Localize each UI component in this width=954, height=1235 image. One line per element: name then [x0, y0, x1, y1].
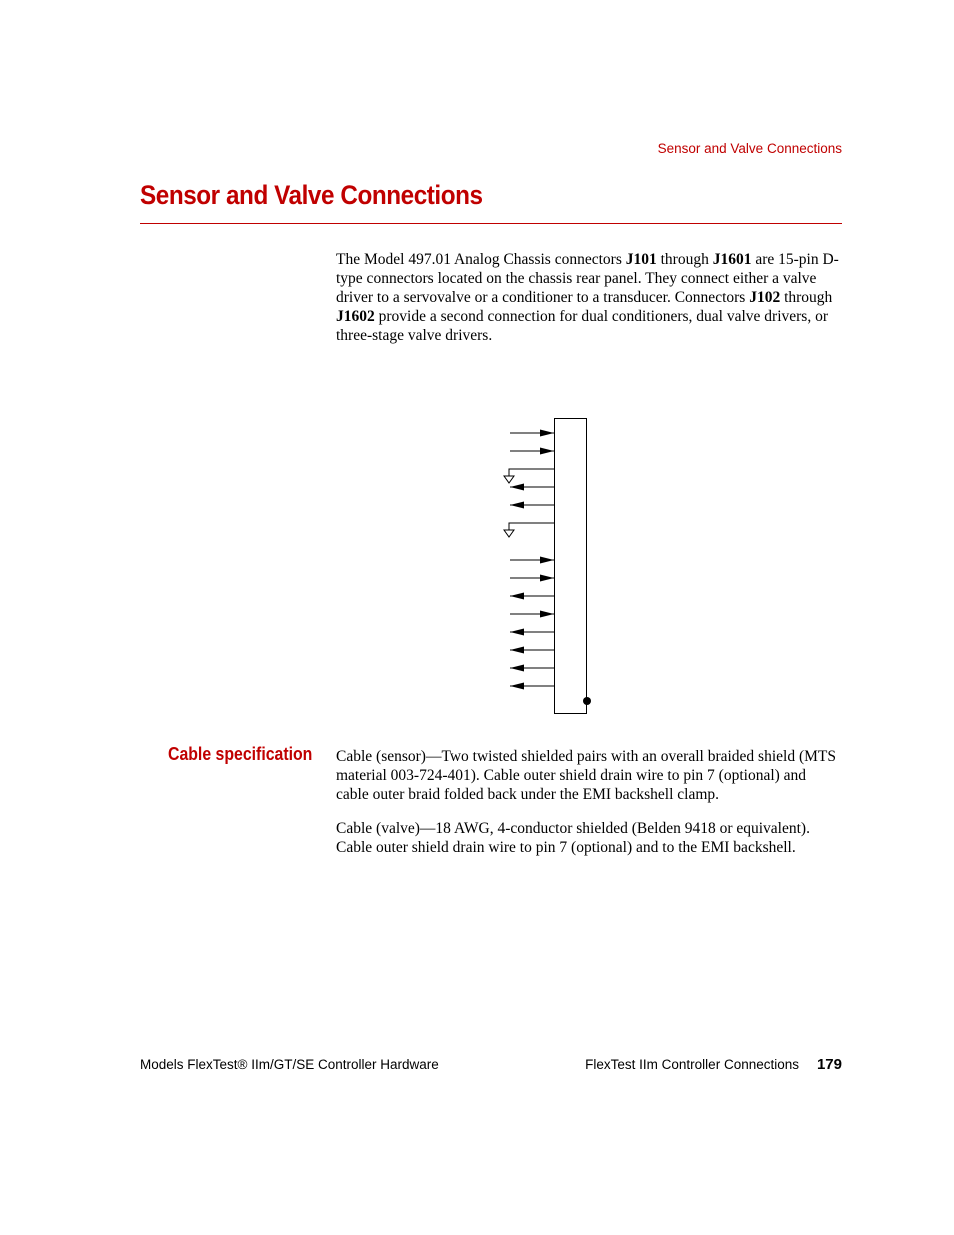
cable-valve-paragraph: Cable (valve)—18 AWG, 4-conductor shielded (Belden 9418 or equivalent). Cable outer shield drain wire to pin 7 (optional) and to the EMI backshell. — [336, 820, 810, 856]
footer-document-title: Models FlexTest® IIm/GT/SE Controller Hardware — [140, 1057, 439, 1072]
connector-j102: J102 — [749, 289, 781, 306]
pin-line-arrow-in — [510, 575, 554, 582]
pin-line-ground — [504, 523, 554, 537]
connector-j101: J101 — [625, 251, 657, 268]
intro-text-1: The Model 497.01 Analog Chassis connectors — [336, 251, 626, 268]
pin-line-arrow-out — [510, 683, 554, 690]
intro-text-3: are 15-pin D-type connectors located on the chassis rear panel. They connect either a valve driver to a servovalve or a conditioner to a transducer. Connectors — [336, 251, 839, 306]
connector-pinout-diagram — [500, 413, 595, 718]
page-number: 179 — [816, 1056, 842, 1073]
cable-sensor-paragraph: Cable (sensor)—Two twisted shielded pairs with an overall braided shield (MTS material 003-724-401). Cable outer shield drain wire to pin 7 (optional) and cable outer braid folded back under the EMI backshell clamp. — [336, 748, 836, 803]
intro-text-5: provide a second connection for dual conditioners, dual valve drivers, or three-stage valve drivers. — [336, 308, 828, 344]
intro-text-2: through — [656, 251, 713, 268]
page-title: Sensor and Valve Connections — [140, 180, 483, 210]
connector-j1602: J1602 — [336, 308, 375, 325]
pin-line-arrow-in — [510, 611, 554, 618]
pin-line-arrow-out — [510, 593, 554, 600]
pin-line-arrow-in — [510, 430, 554, 437]
pin-line-ground — [504, 469, 554, 483]
running-header: Sensor and Valve Connections — [657, 141, 842, 156]
title-rule — [140, 223, 842, 224]
pin-line-arrow-out — [510, 665, 554, 672]
pin-lines — [504, 430, 554, 690]
connector-body — [555, 419, 587, 714]
intro-paragraph — [336, 250, 842, 345]
pin-line-arrow-out — [510, 484, 554, 491]
pin-line-arrow-out — [510, 502, 554, 509]
pin-line-arrow-out — [510, 647, 554, 654]
cable-specification-heading: Cable specification — [168, 744, 313, 764]
pin-line-arrow-out — [510, 629, 554, 636]
shield-dot — [583, 697, 591, 705]
pin-line-arrow-in — [510, 557, 554, 564]
intro-text-4: through — [780, 289, 833, 306]
pin-line-arrow-in — [510, 448, 554, 455]
footer-section-title: FlexTest IIm Controller Connections — [585, 1057, 799, 1072]
connector-j1601: J1601 — [712, 251, 752, 268]
